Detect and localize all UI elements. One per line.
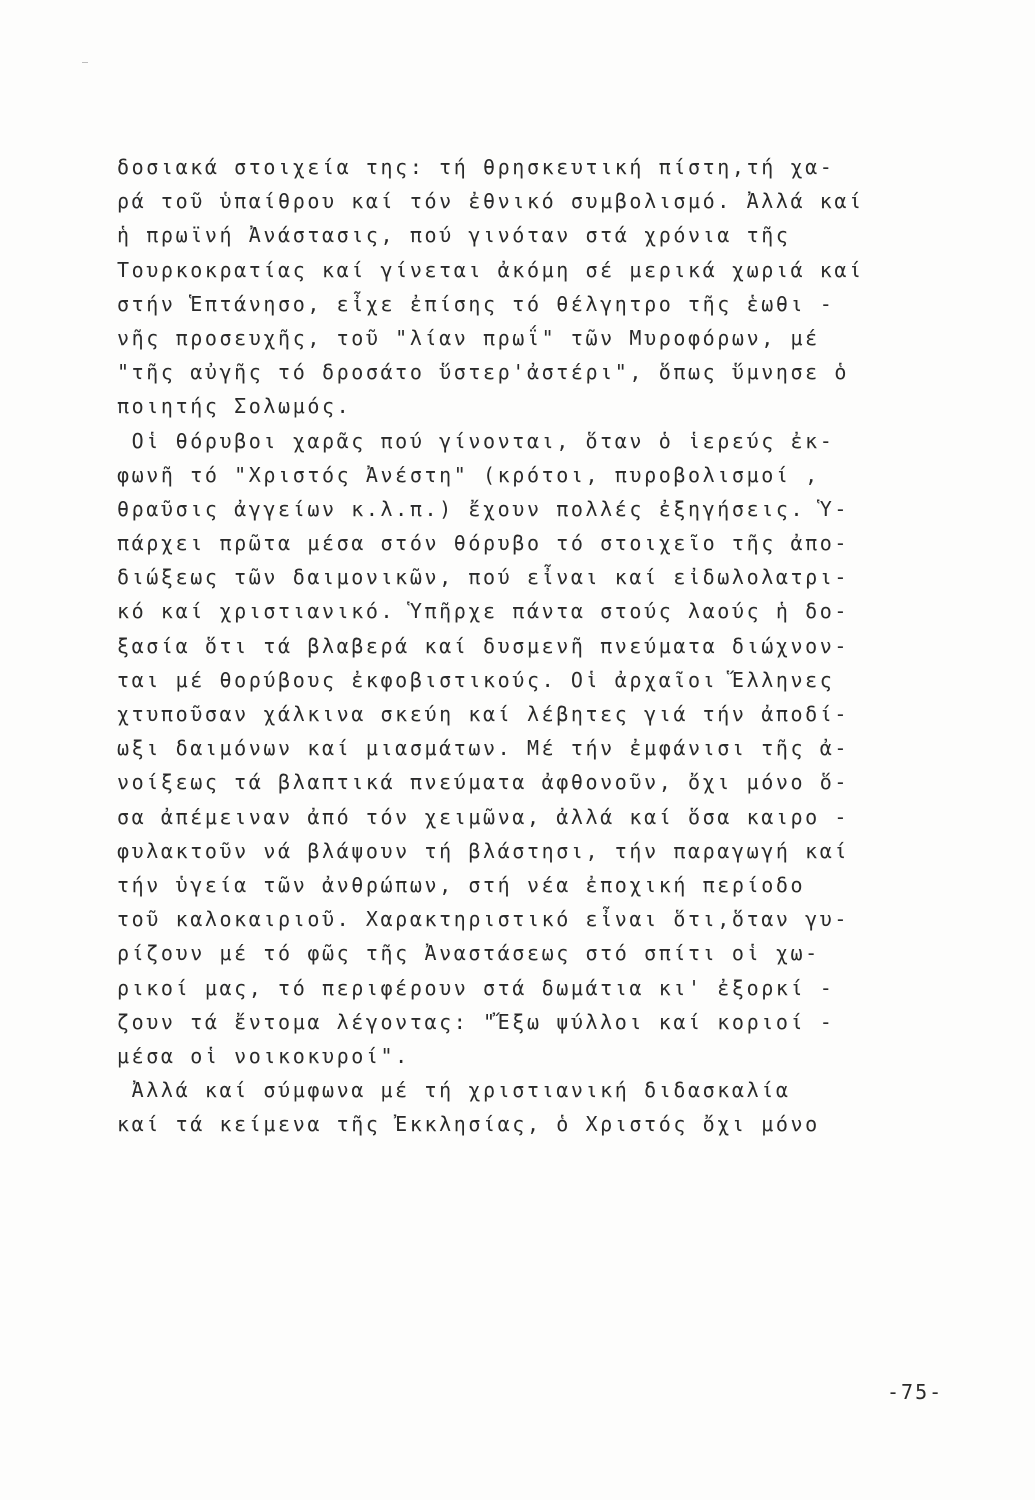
- text-line: νῆς προσευχῆς, τοῦ "λίαν πρωΐ" τῶν Μυροφόρων, μέ: [117, 325, 820, 350]
- text-line: ἡ πρωϊνή Ἀνάστασις, πού γινόταν στά χρόνια τῆς: [117, 223, 791, 248]
- text-line: ζουν τά ἔντομα λέγοντας: "Ἔξω ψύλλοι καί κοριοί -: [117, 1009, 835, 1034]
- text-line: Ἀλλά καί σύμφωνα μέ τή χριστιανική διδασκαλία: [117, 1078, 791, 1103]
- text-line: διώξεως τῶν δαιμονικῶν, πού εἶναι καί εἰδωλολατρι-: [117, 565, 850, 590]
- text-line: νοίξεως τά βλαπτικά πνεύματα ἀφθονοῦν, ὄχι μόνο ὅ-: [117, 770, 850, 795]
- text-line: ρά τοῦ ὑπαίθρου καί τόν ἐθνικό συμβολισμό. Ἀλλά καί: [117, 189, 864, 214]
- text-line: ρικοί μας, τό περιφέρουν στά δωμάτια κι' ἐξορκί -: [117, 975, 835, 1000]
- text-line: φωνῆ τό "Χριστός Ἀνέστη" (κρότοι, πυροβολισμοί ,: [117, 462, 820, 487]
- text-line: δοσιακά στοιχεία της: τή θρησκευτική πίστη,τή χα-: [117, 155, 835, 179]
- text-line: ξασία ὅτι τά βλαβερά καί δυσμενῆ πνεύματα διώχνον-: [117, 633, 850, 658]
- text-line: χτυποῦσαν χάλκινα σκεύη καί λέβητες γιά τήν ἀποδί-: [117, 702, 850, 726]
- body-text: [117, 150, 947, 1141]
- text-line: θραῦσις ἀγγείων κ.λ.π.) ἔχουν πολλές ἐξηγήσεις. Ὑ-: [117, 496, 850, 521]
- text-line: Τουρκοκρατίας καί γίνεται ἀκόμη σέ μερικά χωριά καί: [117, 257, 864, 282]
- text-line: φυλακτοῦν νά βλάψουν τή βλάστησι, τήν παραγωγή καί: [117, 838, 850, 863]
- text-line: καί τά κείμενα τῆς Ἐκκλησίας, ὁ Χριστός ὄχι μόνο: [117, 1112, 820, 1137]
- text-line: ρίζουν μέ τό φῶς τῆς Ἀναστάσεως στό σπίτι οἱ χω-: [117, 941, 820, 966]
- text-line: ται μέ θορύβους ἐκφοβιστικούς. Οἱ ἀρχαῖοι Ἕλληνες: [117, 667, 835, 692]
- text-line: κό καί χριστιανικό. Ὑπῆρχε πάντα στούς λαούς ἡ δο-: [117, 599, 850, 624]
- text-line: μέσα οἱ νοικοκυροί".: [117, 1043, 410, 1068]
- page-number: -75-: [887, 1380, 944, 1404]
- text-line: Οἱ θόρυβοι χαρᾶς πού γίνονται, ὅταν ὁ ἱερεύς ἐκ-: [117, 428, 835, 453]
- text-line: σα ἀπέμειναν ἀπό τόν χειμῶνα, ἀλλά καί ὅσα καιρο -: [117, 804, 850, 829]
- text-line: τοῦ καλοκαιριοῦ. Χαρακτηριστικό εἶναι ὅτι,ὅταν γυ-: [117, 907, 850, 932]
- text-line: τήν ὑγεία τῶν ἀνθρώπων, στή νέα ἐποχική περίοδο: [117, 872, 806, 897]
- text-line: στήν Ἑπτάνησο, εἶχε ἐπίσης τό θέλγητρο τῆς ἑωθι -: [117, 291, 835, 316]
- text-line: ποιητής Σολωμός.: [117, 394, 352, 419]
- scan-mark: [82, 62, 88, 63]
- text-line: ωξι δαιμόνων καί μιασμάτων. Μέ τήν ἐμφάνισι τῆς ἀ-: [117, 736, 850, 761]
- text-line: πάρχει πρῶτα μέσα στόν θόρυβο τό στοιχεῖο τῆς ἀπο-: [117, 531, 850, 556]
- text-line: "τῆς αὐγῆς τό δροσάτο ὕστερ'ἀστέρι", ὅπως ὕμνησε ὁ: [117, 360, 850, 385]
